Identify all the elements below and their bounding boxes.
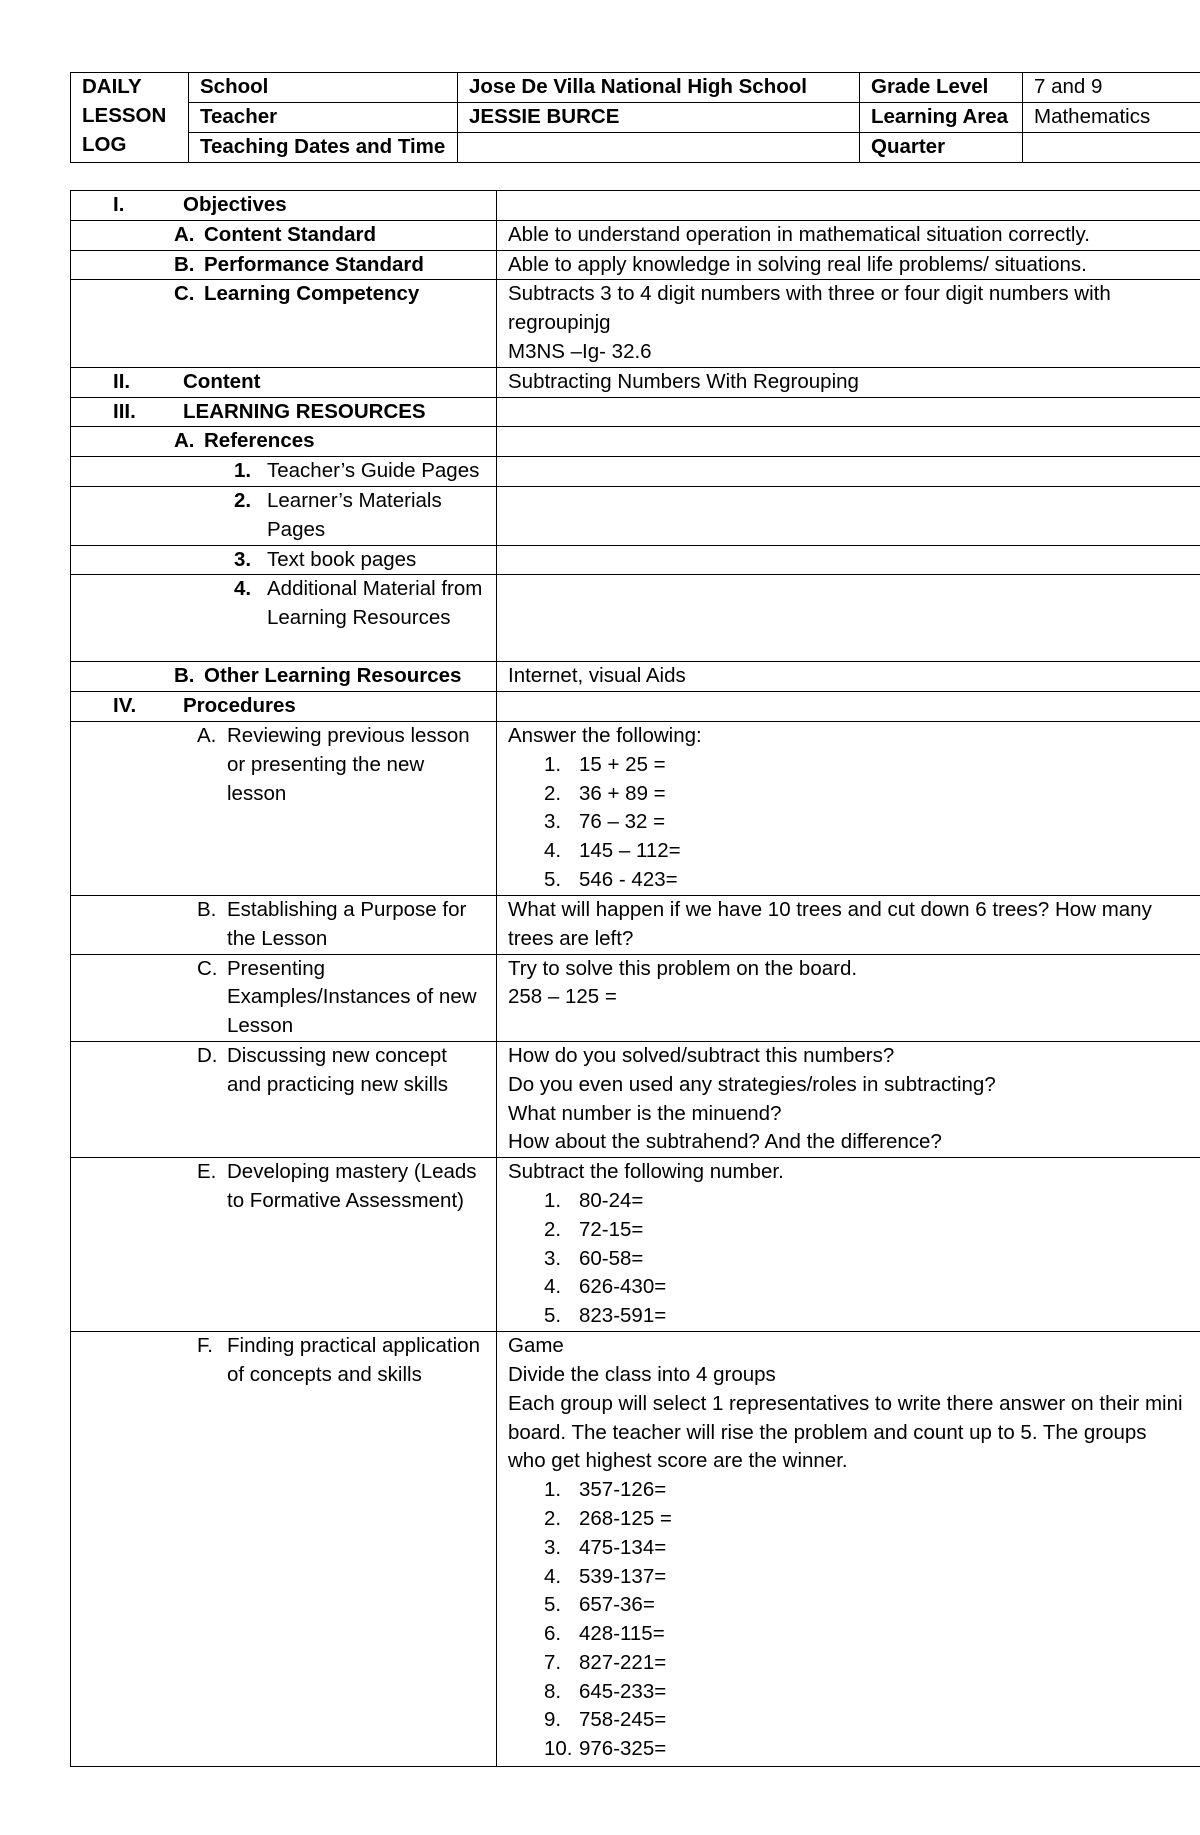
list-item: 3. 475-134= — [544, 1535, 667, 1559]
list-item: 10. 976-325= — [544, 1737, 667, 1761]
procedure-intro: Subtract the following number. — [508, 1160, 784, 1184]
quarter-label: Quarter — [860, 132, 1023, 162]
procedure-a-value — [497, 721, 1200, 895]
item-label: Developing mastery (Leads to Formative Assessment) — [227, 1160, 477, 1212]
dates-value — [458, 132, 860, 162]
item-label: Establishing a Purpose for the Lesson — [227, 897, 467, 950]
procedure-f-value — [497, 1332, 1200, 1767]
content-standard-value: Able to understand operation in mathematical situation correctly. — [497, 220, 1200, 250]
item-label: Additional Material from Learning Resources — [267, 577, 483, 630]
section-title: LEARNING RESOURCES — [183, 399, 426, 423]
item-label: Other Learning Resources — [204, 664, 462, 688]
competency-code: M3NS –Ig- 32.6 — [508, 339, 652, 363]
procedure-line: Do you even used any strategies/roles in subtracting? — [508, 1072, 996, 1096]
item-label: Performance Standard — [204, 252, 424, 276]
item-key: A. — [174, 222, 195, 246]
section-title: Procedures — [183, 694, 296, 718]
procedure-intro: Answer the following: — [508, 723, 702, 747]
additional-material-value — [497, 575, 1200, 662]
learning-area-label: Learning Area — [860, 102, 1023, 132]
lesson-plan-table — [70, 190, 1200, 1767]
exercise-list — [508, 1187, 1189, 1331]
teacher-value: JESSIE BURCE — [458, 102, 860, 132]
item-key: F. — [197, 1334, 213, 1358]
list-item: 8. 645-233= — [544, 1679, 667, 1703]
performance-standard-value: Able to apply knowledge in solving real life problems/ situations. — [497, 250, 1200, 280]
list-item: 5. 823-591= — [544, 1304, 667, 1328]
list-item: 2. 36 + 89 = — [544, 781, 666, 805]
procedure-line: Try to solve this problem on the board. — [508, 956, 858, 980]
section-number: IV. — [113, 694, 137, 718]
procedure-line: Game — [508, 1334, 564, 1358]
item-key: 2. — [234, 488, 252, 512]
item-key: B. — [197, 897, 217, 921]
exercise-list — [508, 1476, 1189, 1764]
item-key: 4. — [234, 577, 252, 601]
procedure-e-label — [71, 1158, 497, 1332]
dates-label: Teaching Dates and Time — [189, 132, 458, 162]
school-value: Jose De Villa National High School — [458, 73, 860, 103]
procedure-d-value — [497, 1041, 1200, 1157]
item-key: 1. — [234, 459, 252, 483]
list-item: 1. 357-126= — [544, 1478, 667, 1502]
procedure-b-label — [71, 895, 497, 954]
procedure-c-label — [71, 954, 497, 1041]
objectives-value — [497, 191, 1200, 221]
learning-competency-label — [71, 280, 497, 367]
references-label — [71, 427, 497, 457]
section-number: III. — [113, 399, 136, 423]
item-label: Content Standard — [204, 222, 376, 246]
procedure-line: 258 – 125 = — [508, 985, 617, 1009]
header-table — [70, 72, 1200, 163]
list-item: 5. 657-36= — [544, 1593, 655, 1617]
learning-competency-value — [497, 280, 1200, 367]
other-resources-label — [71, 662, 497, 692]
list-item: 1. 15 + 25 = — [544, 752, 666, 776]
item-label: Teacher’s Guide Pages — [267, 459, 480, 483]
item-label: Text book pages — [267, 547, 417, 571]
references-value — [497, 427, 1200, 457]
performance-standard-label — [71, 250, 497, 280]
teacher-label: Teacher — [189, 102, 458, 132]
item-label: Reviewing previous lesson or presenting the new lesson — [227, 723, 470, 805]
list-item: 2. 72-15= — [544, 1217, 644, 1241]
learning-resources-heading — [71, 397, 497, 427]
competency-text: Subtracts 3 to 4 digit numbers with three or four digit numbers with regroupinjg — [508, 282, 1111, 335]
content-standard-label — [71, 220, 497, 250]
procedure-d-label — [71, 1041, 497, 1157]
procedure-line: How do you solved/subtract this numbers? — [508, 1043, 895, 1067]
item-key: B. — [174, 252, 195, 276]
procedure-line: Each group will select 1 representatives to write there answer on their mini board. The teacher will rise the problem and count up to 5. The groups who get highest score are the winner. — [508, 1391, 1183, 1473]
textbook-pages-label — [71, 545, 497, 575]
item-key: E. — [197, 1160, 217, 1184]
procedure-line: What number is the minuend? — [508, 1101, 782, 1125]
section-title: Content — [183, 369, 261, 393]
item-label: Discussing new concept and practicing new skills — [227, 1043, 449, 1096]
section-number: I. — [113, 193, 125, 216]
item-key: A. — [197, 723, 217, 747]
procedure-line: How about the subtrahend? And the difference? — [508, 1130, 942, 1154]
procedure-c-value — [497, 954, 1200, 1041]
textbook-pages-value — [497, 545, 1200, 575]
item-key: C. — [174, 282, 195, 306]
list-item: 3. 60-58= — [544, 1246, 644, 1270]
procedure-b-value: What will happen if we have 10 trees and cut down 6 trees? How many trees are left? — [497, 895, 1200, 954]
teachers-guide-value — [497, 457, 1200, 487]
school-label: School — [189, 73, 458, 103]
learners-materials-value — [497, 486, 1200, 545]
exercise-list — [508, 751, 1189, 895]
item-key: 3. — [234, 547, 252, 571]
list-item: 6. 428-115= — [544, 1622, 665, 1646]
list-item: 7. 827-221= — [544, 1650, 667, 1674]
grade-level-label: Grade Level — [860, 73, 1023, 103]
objectives-heading — [71, 191, 497, 221]
content-value: Subtracting Numbers With Regrouping — [497, 367, 1200, 397]
list-item: 5. 546 - 423= — [544, 867, 678, 891]
item-label: References — [204, 429, 315, 453]
daily-lesson-log-title — [71, 73, 189, 163]
title-line: LOG — [82, 132, 127, 156]
learning-area-value: Mathematics — [1023, 102, 1200, 132]
grade-level-value: 7 and 9 — [1023, 73, 1200, 103]
item-key: A. — [174, 429, 195, 453]
item-label: Presenting Examples/Instances of new Lesson — [227, 956, 477, 1038]
item-key: D. — [197, 1043, 218, 1067]
quarter-value — [1023, 132, 1200, 162]
additional-material-label — [71, 575, 497, 662]
teachers-guide-label — [71, 457, 497, 487]
procedure-f-label — [71, 1332, 497, 1767]
list-item: 9. 758-245= — [544, 1708, 667, 1732]
procedure-line: Divide the class into 4 groups — [508, 1362, 776, 1386]
item-label: Finding practical application of concepts and skills — [227, 1334, 480, 1386]
content-heading — [71, 367, 497, 397]
learners-materials-label — [71, 486, 497, 545]
procedures-heading — [71, 692, 497, 722]
other-resources-value: Internet, visual Aids — [497, 662, 1200, 692]
item-label: Learning Competency — [204, 282, 420, 306]
item-label: Learner’s Materials Pages — [267, 488, 442, 541]
item-key: C. — [197, 956, 218, 980]
list-item: 1. 80-24= — [544, 1188, 644, 1212]
list-item: 4. 539-137= — [544, 1564, 667, 1588]
list-item: 3. 76 – 32 = — [544, 810, 666, 834]
section-title: Objectives — [183, 193, 287, 216]
procedure-a-label — [71, 721, 497, 895]
title-line: LESSON — [82, 103, 167, 127]
procedures-value — [497, 692, 1200, 722]
title-line: DAILY — [82, 75, 142, 98]
list-item: 2. 268-125 = — [544, 1506, 672, 1530]
item-key: B. — [174, 664, 195, 688]
section-number: II. — [113, 369, 131, 393]
learning-resources-value — [497, 397, 1200, 427]
procedure-e-value — [497, 1158, 1200, 1332]
list-item: 4. 145 – 112= — [544, 839, 681, 863]
list-item: 4. 626-430= — [544, 1275, 667, 1299]
